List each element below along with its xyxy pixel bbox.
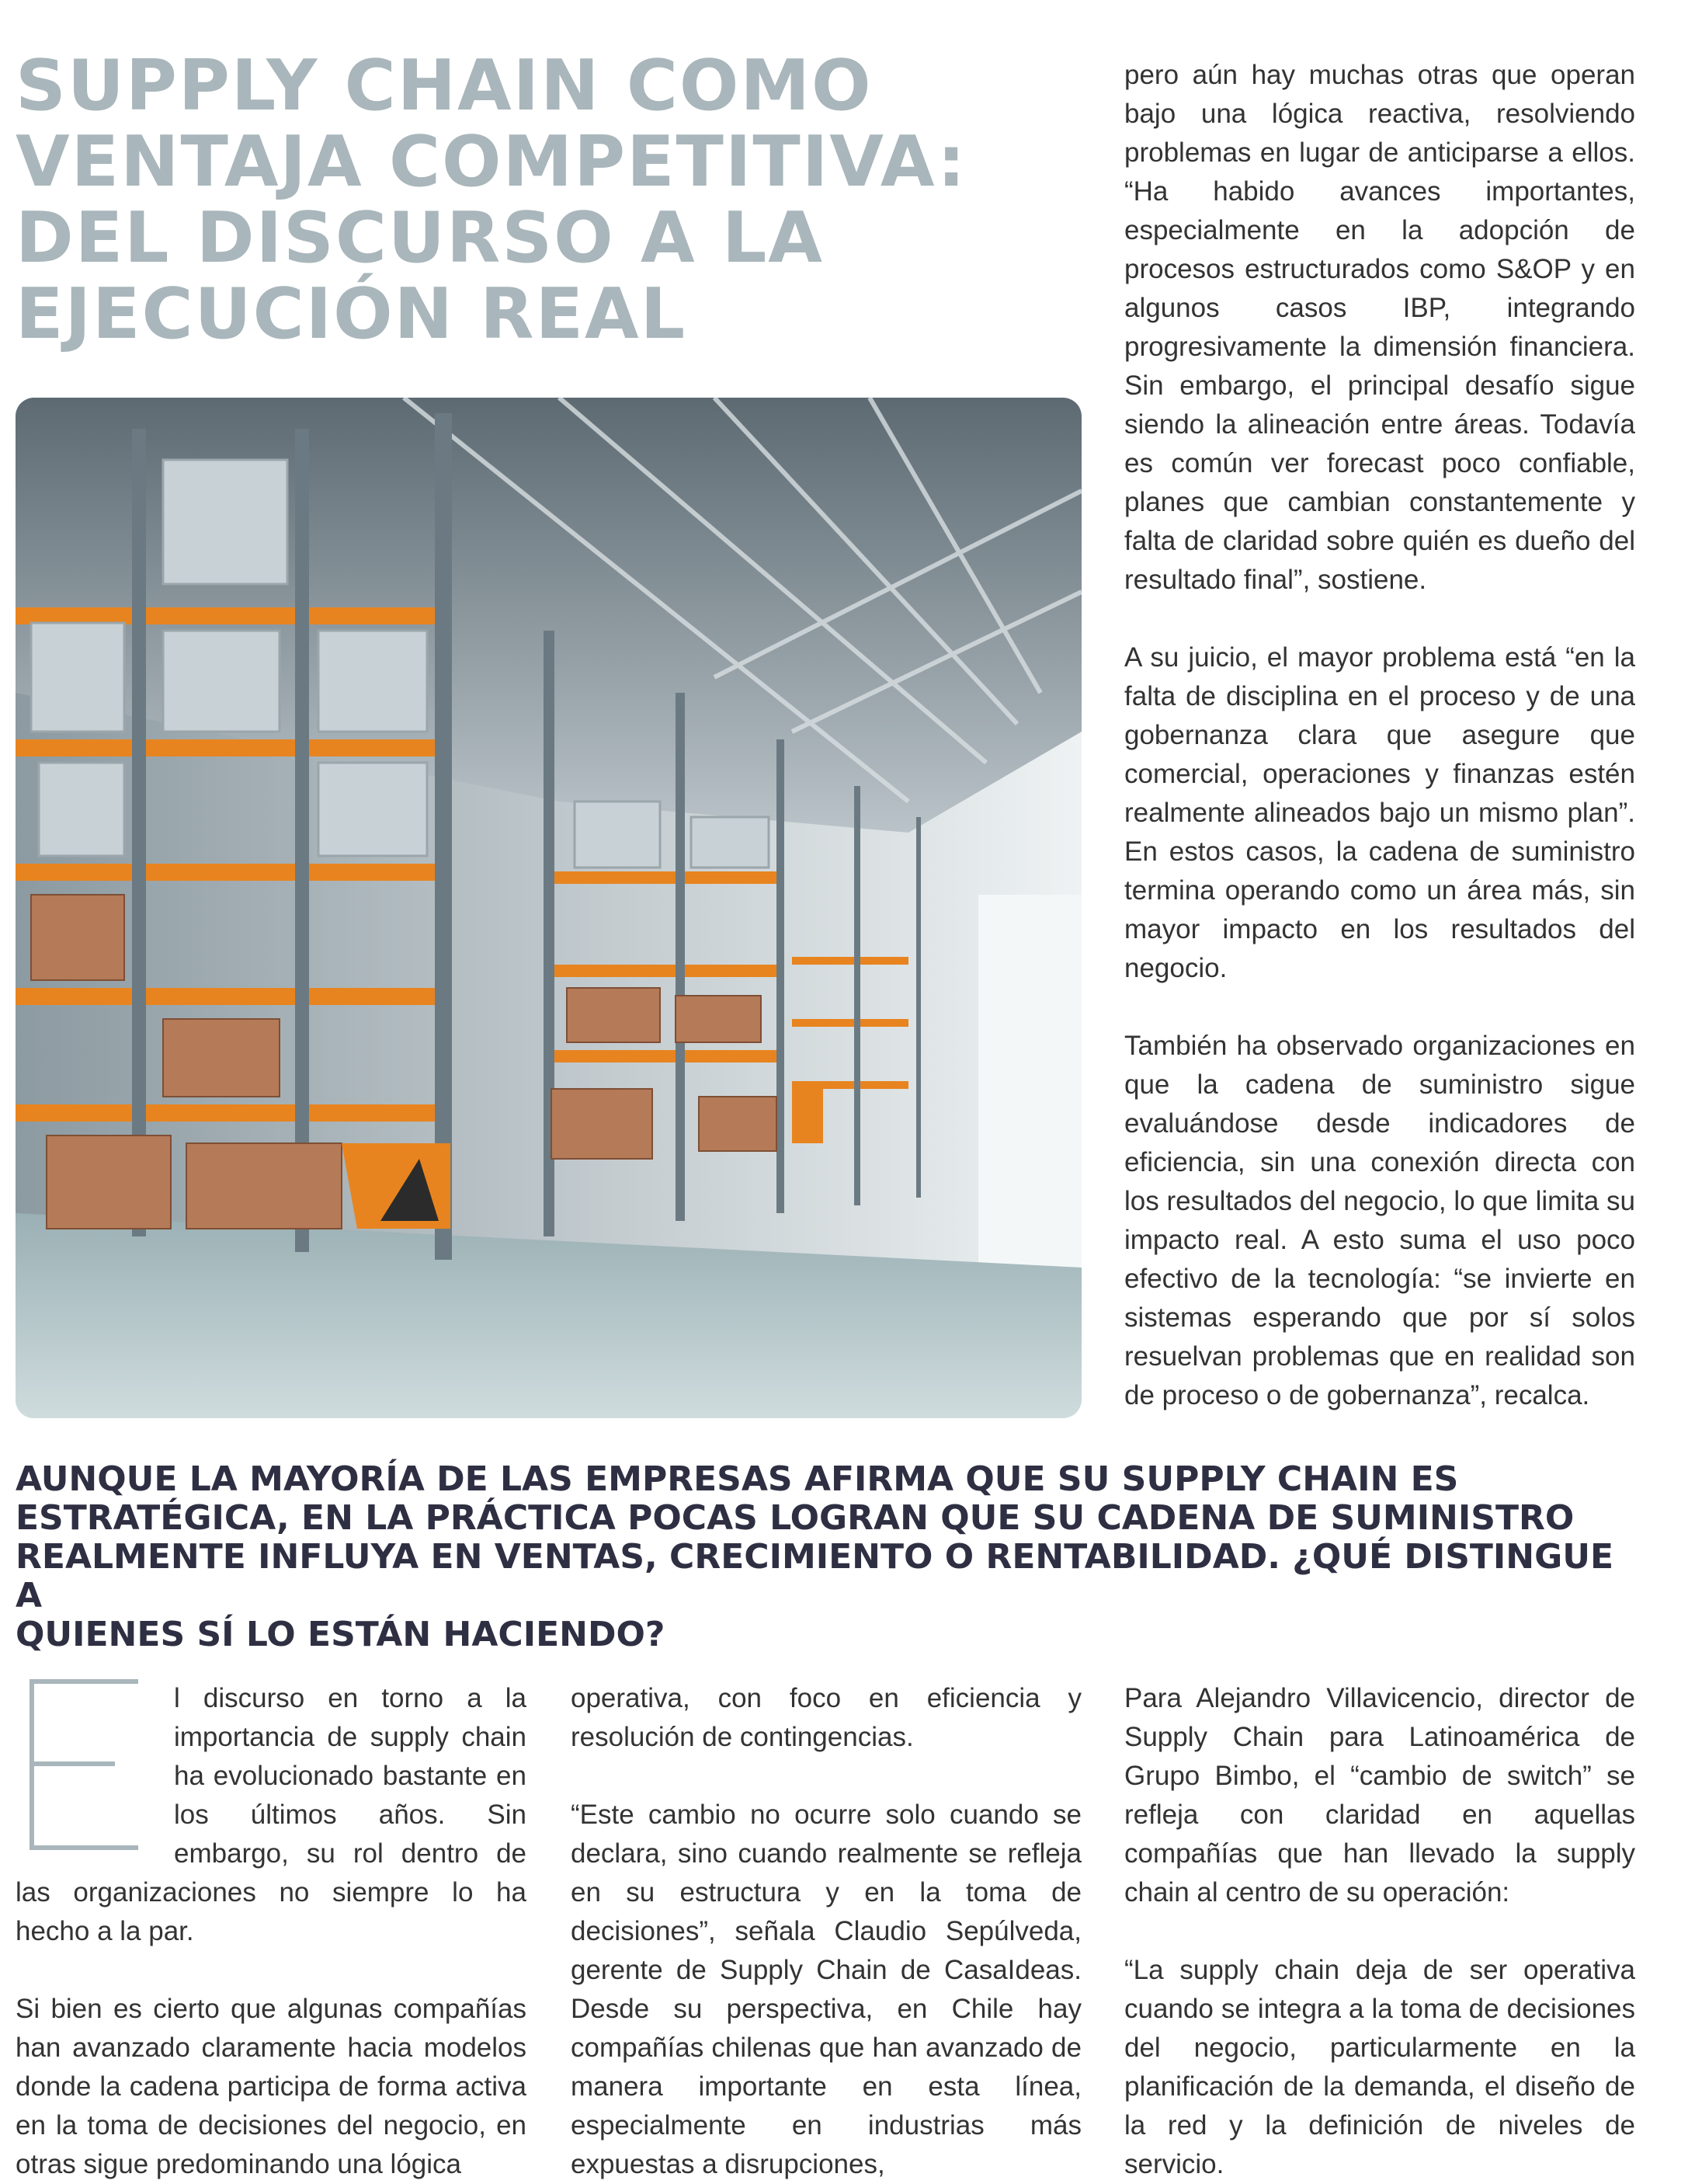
lead-line: AUNQUE LA MAYORÍA DE LAS EMPRESAS AFIRMA QUE SU SUPPLY CHAIN ES — [16, 1459, 1459, 1499]
drop-cap — [16, 1679, 171, 1866]
lead-line: ESTRATÉGICA, EN LA PRÁCTICA POCAS LOGRAN QUE SU CADENA DE SUMINISTRO — [16, 1498, 1575, 1538]
title-line: SUPPLY CHAIN COMO — [16, 45, 873, 127]
column-b — [571, 1679, 1082, 2184]
paragraph: También ha observado organizaciones en que la cadena de suministro sigue evaluándose desde indicadores de eficiencia, sin una conexión directa con los resultados del negocio, lo que limita su impacto real. A esto suma el uso poco efectivo de la tecnología: “se invierte en sistemas esperando que por sí solos resuelvan problemas que en realidad son de proceso o de gobernanza”, recalca. — [1124, 1031, 1635, 1410]
drop-cap-letter — [30, 1679, 138, 1850]
title-line: EJECUCIÓN REAL — [16, 273, 687, 355]
column-right-top — [1124, 56, 1635, 1415]
paragraph: operativa, con foco en eficiencia y resolución de contingencias. — [571, 1683, 1082, 1752]
paragraph: Si bien es cierto que algunas compañías han avanzado claramente hacia modelos donde la cadena participa de forma activa en la toma de decisiones del negocio, en otras sigue predominando una lógica — [16, 1994, 526, 2179]
paragraph: “Este cambio no ocurre solo cuando se declara, sino cuando realmente se refleja en su estructura y en la toma de decisiones”, señala Claudio Sepúlveda, gerente de Supply Chain de CasaIdeas. Desde su perspectiva, en Chile hay compañías chilenas que han avanzado de manera importante en esta línea, especialmente en industrias más expuestas a disrupciones, — [571, 1800, 1082, 2179]
article-lead — [16, 1460, 1646, 1654]
column-c — [1124, 1679, 1635, 2184]
title-line: DEL DISCURSO A LA — [16, 197, 824, 279]
warehouse-illustration — [16, 398, 1082, 1418]
paragraph: Para Alejandro Villavicencio, director de Supply Chain para Latinoamérica de Grupo Bimbo, el “cambio de switch” se refleja con claridad en aquellas compañías que han llevado la supply chain al centro de su operación: — [1124, 1683, 1635, 1908]
title-line: VENTAJA COMPETITIVA: — [16, 121, 967, 203]
paragraph: A su juicio, el mayor problema está “en la falta de disciplina en el proceso y de una gobernanza clara que asegure que comercial, operaciones y finanzas estén realmente alineados bajo un mismo plan”. En estos casos, la cadena de suministro termina operando como un área más, sin mayor impacto en los resultados del negocio. — [1124, 642, 1635, 983]
lead-line: QUIENES SÍ LO ESTÁN HACIENDO? — [16, 1615, 665, 1654]
warehouse-photo — [16, 398, 1082, 1418]
column-a — [16, 1679, 526, 2184]
lead-line: REALMENTE INFLUYA EN VENTAS, CRECIMIENTO O RENTABILIDAD. ¿QUÉ DISTINGUE A — [16, 1537, 1614, 1615]
article-title — [16, 45, 1087, 355]
paragraph: pero aún hay muchas otras que operan bajo una lógica reactiva, resolviendo problemas en lugar de anticiparse a ellos. “Ha habido avances importantes, especialmente en la adopción de procesos estructurados como S&OP y en algunos casos IBP, integrando progresivamente la dimensión financiera. Sin embargo, el principal desafío sigue siendo la alineación entre áreas. Todavía es común ver forecast poco confiable, planes que cambian constantemente y falta de claridad sobre quién es dueño del resultado final”, sostiene. — [1124, 60, 1635, 595]
paragraph: “La supply chain deja de ser operativa cuando se integra a la toma de decisiones del negocio, particularmente en la planificación de la demanda, el diseño de la red y la definición de niveles de servicio. — [1124, 1955, 1635, 2179]
paragraph: l discurso en torno a la importancia de supply chain ha evolucionado bastante en los últimos años. Sin embargo, su rol dentro de las organizaciones no siempre lo ha hecho a la par. — [16, 1683, 526, 1946]
